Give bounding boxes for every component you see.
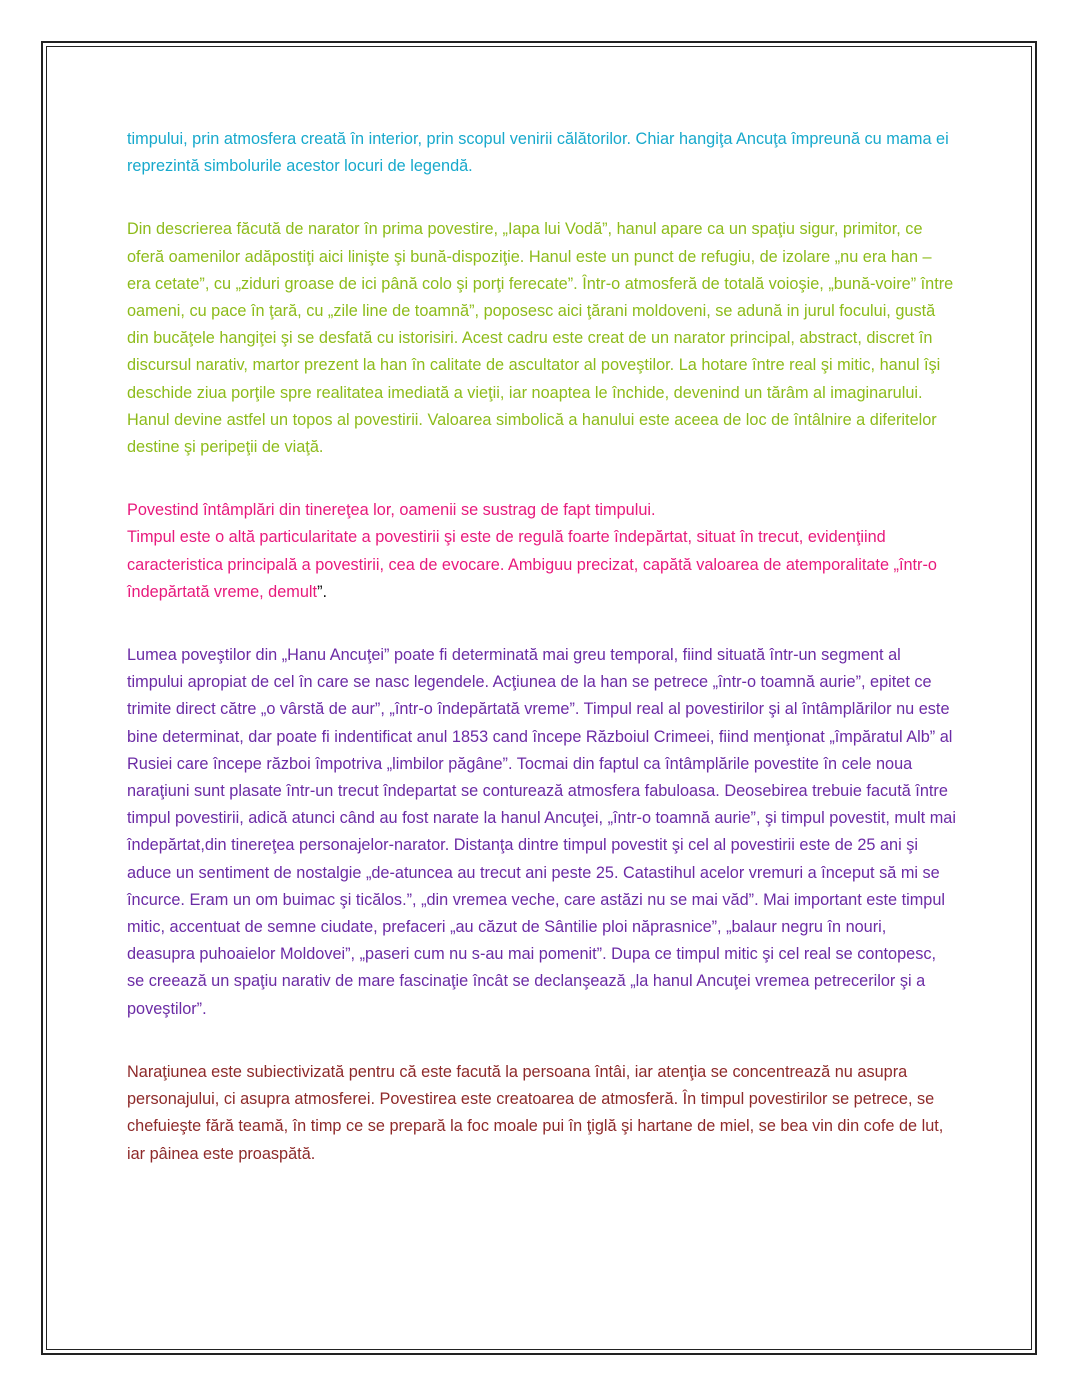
paragraph-timpul-first-line: Povestind întâmplări din tinereţea lor, oamenii se sustrag de fapt timpului. <box>127 501 656 520</box>
paragraph-intro-continued: timpului, prin atmosfera creată în interior, prin scopul venirii călătorilor. Chiar hangiţa Ancuţa împreună cu mama ei reprezintă simbolurile acestor locuri de legendă. <box>127 130 949 176</box>
paragraph-timpul <box>127 497 957 606</box>
closing-quote-mark: ”. <box>317 582 328 601</box>
paragraph-lumea-povestilor: Lumea poveştilor din „Hanu Ancuţei” poate fi determinată mai greu temporal, fiind situată într-un segment al timpului apropiat de cel în care se nasc legendele. Acţiunea de la han se petrece „într-o toamnă aurie”, epitet ce trimite direct către „o vârstă de aur”, „într-o îndepărtată vreme”. Timpul real al povestirilor şi al întâmplărilor nu este bine determinat, dar poate fi indentificat anul 1853 cand începe Războiul Crimeei, fiind menţionat „împăratul Alb” al Rusiei care începe război împotriva „limbilor păgâne”. Tocmai din faptul ca întâmplările povestite în cele noua naraţiuni sunt plasate într-un trecut îndepartat se conturează atmosfera fabuloasa. Deosebirea trebuie facută între timpul povestirii, adică atunci când au fost narate la hanul Ancuţei, „într-o toamnă aurie”, şi timpul povestit, mult mai îndepărtat,din tinereţea personajelor-narator. Distanţa dintre timpul povestit şi cel al povestirii este de 25 ani şi aduce un sentiment de nostalgie „de-atuncea au trecut ani peste 25. Catastihul acelor vremuri a început să mi se încurce. Eram un om buimac şi ticălos.”, „din vremea veche, care astăzi nu se mai văd”. Mai important este timpul mitic, accentuat de semne ciudate, prefaceri „au căzut de Sântilie ploi năprasnice”, „balaur negru în nouri, deasupra puhoaielor Moldovei”, „paseri cum nu s-au mai pomenit”. Dupa ce timpul mitic şi cel real se contopesc, se creează un spaţiu narativ de mare fascinaţie încât se declanşează „la hanul Ancuţei vremea petrecerilor şi a poveştilor”. <box>127 646 956 1018</box>
paragraph-spacer <box>127 606 957 642</box>
paragraph-timpul-text: Timpul este o altă particularitate a povestirii şi este de regulă foarte îndepărtat, situat în trecut, evidenţiind caracteristica principală a povestirii, cea de evocare. Ambiguu precizat, capătă valoarea de atemporalitate „într-o îndepărtată vreme, demult <box>127 528 937 601</box>
paragraph-naratiunea: Naraţiunea este subiectivizată pentru că este facută la persoana întâi, iar atenţia se concentrează nu asupra personajului, ci asupra atmosferei. Povestirea este creatoarea de atmosferă. În timpul povestirilor se petrece, se chefuieşte fără teamă, în timp ce se prepară la foc moale pui în ţiglă şi hartane de miel, se bea vin din cofe de lut, iar pâinea este proaspătă. <box>127 1062 944 1163</box>
paragraph-spacer <box>127 461 957 497</box>
paragraph-spacer <box>127 1023 957 1059</box>
paragraph-spacer <box>127 180 957 216</box>
paragraph-timpul-body <box>127 524 957 606</box>
paragraph-han-description: Din descrierea făcută de narator în prima povestire, „Iapa lui Vodă”, hanul apare ca un spaţiu sigur, primitor, ce oferă oamenilor adăpostiţi aici linişte şi bună-dispoziţie. Hanul este un punct de refugiu, de izolare „nu era han – era cetate”, cu „ziduri groase de ici până colo şi porţi ferecate”. Într-o atmosferă de totală voioşie, „bună-voire” între oameni, cu pace în ţară, cu „zile line de toamnă”, poposesc aici ţărani moldoveni, se adună in jurul focului, gustă din bucăţele hangiţei şi se desfată cu istorisiri. Acest cadru este creat de un narator principal, abstract, discret în discursul narativ, martor prezent la han în calitate de ascultator al poveştilor. La hotare între real şi mitic, hanul îşi deschide ziua porţile spre realitatea imediată a vieţii, iar noaptea le închide, devenind un tărâm al imaginarului. Hanul devine astfel un topos al povestirii. Valoarea simbolică a hanului este aceea de loc de întâlnire a diferitelor destine şi peripeţii de viaţă. <box>127 220 954 457</box>
document-body <box>127 126 957 1168</box>
